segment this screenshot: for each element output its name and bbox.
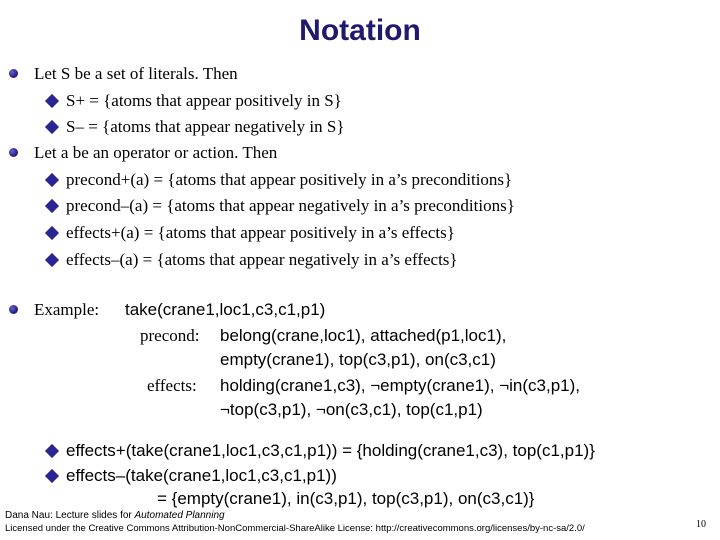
sub-bullet-effects-plus: [66, 223, 455, 243]
diamond-icon: [45, 469, 59, 483]
diamond-icon: [45, 94, 59, 108]
bullet-icon: [9, 69, 18, 78]
sub-bullet-s-minus: [66, 117, 345, 137]
bullet-text: Let S be a set of literals. Then: [34, 64, 238, 83]
diamond-icon: [45, 444, 59, 458]
precond-line-1: belong(crane,loc1), attached(p1,loc1),: [220, 326, 507, 345]
bullet-icon: [9, 148, 18, 157]
example-effects-minus-line-1: effects–(take(crane1,loc1,c3,c1,p1)): [66, 466, 337, 485]
effects-label: effects:: [147, 376, 197, 395]
precond-line-2: empty(crane1), top(c3,p1), on(c3,c1): [220, 350, 496, 369]
diamond-icon: [45, 226, 59, 240]
sub-bullet-text: S+ = {atoms that appear positively in S}: [66, 91, 342, 110]
sub-bullet-text: effects+(a) = {atoms that appear positively in a’s effects}: [66, 223, 455, 242]
page-number: 10: [696, 519, 706, 530]
bullet-text: Let a be an operator or action. Then: [34, 143, 278, 162]
diamond-icon: [45, 199, 59, 213]
sub-bullet-text: effects–(a) = {atoms that appear negatively in a’s effects}: [66, 250, 458, 269]
sub-bullet-effects-minus: [66, 250, 458, 270]
effects-line-2: ¬top(c3,p1), ¬on(c3,c1), top(c1,p1): [220, 400, 483, 419]
sub-bullet-text: precond–(a) = {atoms that appear negatively in a’s preconditions}: [66, 196, 515, 215]
precond-label: precond:: [140, 326, 200, 345]
diamond-icon: [45, 173, 59, 187]
bullet-icon: [9, 305, 18, 314]
bullet-operator: [34, 143, 277, 163]
effects-line-1: holding(crane1,c3), ¬empty(crane1), ¬in(c3,p1),: [220, 376, 581, 395]
example-action: take(crane1,loc1,c3,c1,p1): [125, 300, 326, 319]
example-effects-minus-line-2: = {empty(crane1), in(c3,p1), top(c3,p1), on(c3,c1)}: [157, 489, 535, 508]
example-label: Example:: [34, 300, 100, 319]
sub-bullet-text: precond+(a) = {atoms that appear positively in a’s preconditions}: [66, 170, 513, 189]
footer-credit: [5, 510, 225, 522]
slide-title: Notation: [299, 14, 421, 47]
footer-credit-text: Dana Nau: Lecture slides for: [5, 510, 132, 521]
sub-bullet-s-plus: [66, 91, 342, 111]
sub-bullet-precond-plus: [66, 170, 512, 190]
diamond-icon: [45, 253, 59, 267]
example-effects-plus: effects+(take(crane1,loc1,c3,c1,p1)) = {holding(crane1,c3), top(c1,p1)}: [66, 441, 595, 460]
bullet-literal-set: [34, 64, 238, 84]
footer-license: Licensed under the Creative Commons Attribution-NonCommercial-ShareAlike License: http://creativecommons.org/licenses/by-nc-sa/2.0/: [5, 523, 585, 534]
sub-bullet-precond-minus: [66, 196, 515, 216]
sub-bullet-text: S– = {atoms that appear negatively in S}: [66, 117, 345, 136]
footer-book-title: Automated Planning: [134, 510, 225, 521]
diamond-icon: [45, 120, 59, 134]
